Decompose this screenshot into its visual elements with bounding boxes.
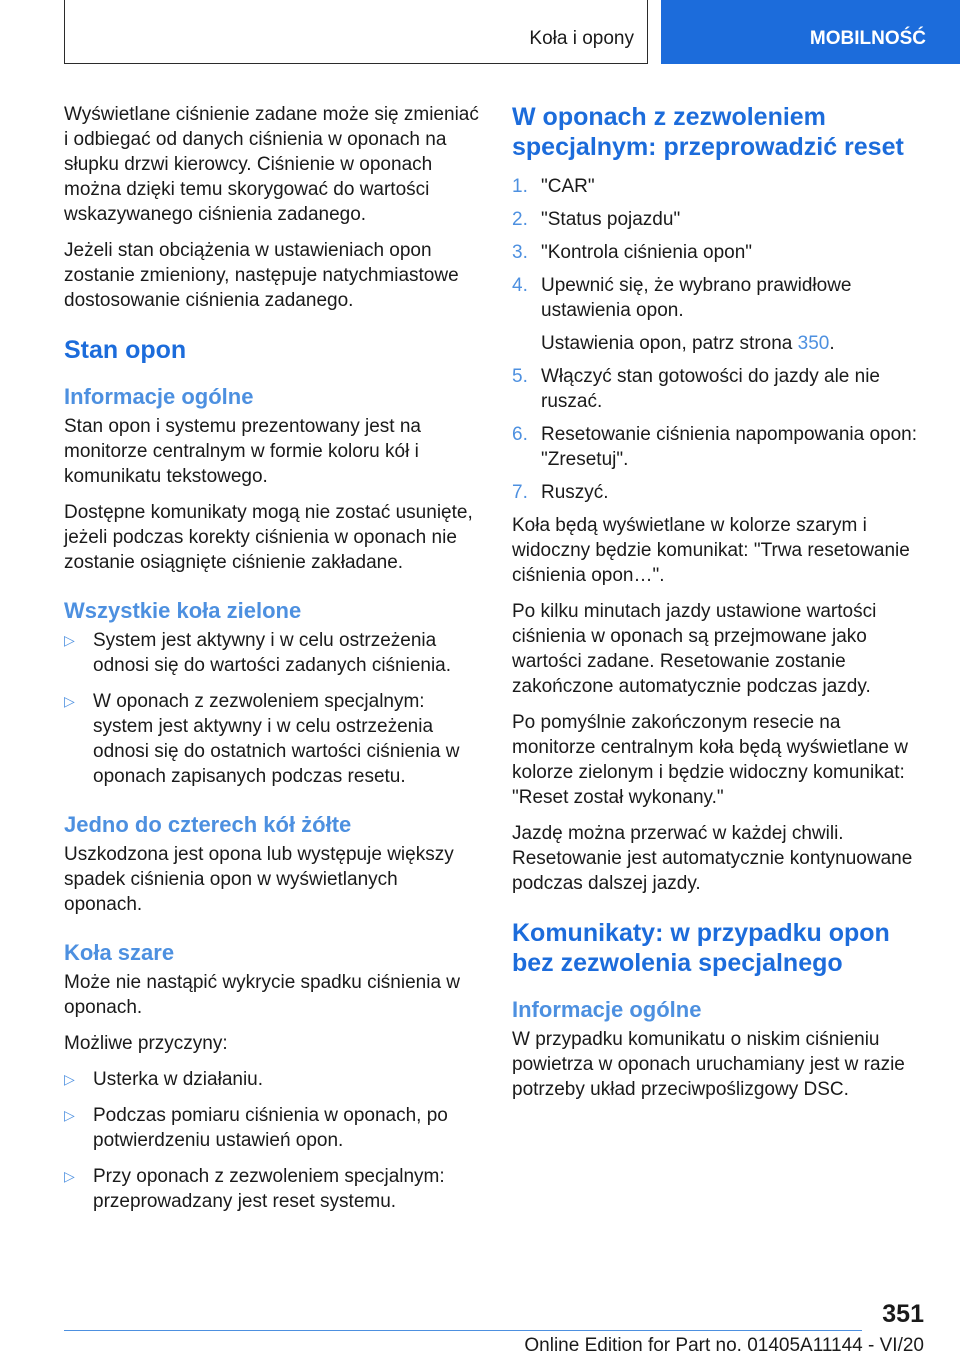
- page-number: 351: [882, 1300, 924, 1328]
- right-column: [512, 102, 924, 1113]
- step-text: Upewnić się, że wybrano prawidłowe ustawienia opon.: [541, 275, 852, 321]
- reset-paragraph: Koła będą wyświetlane w kolorze szarym i widoczny będzie komunikat: "Trwa resetowanie ciśnienia opon…".: [512, 515, 910, 586]
- step-item: [512, 422, 924, 472]
- step-text: Resetowanie ciśnienia napompowania opon: "Zresetuj".: [541, 424, 918, 470]
- section-title: Koła i opony: [529, 28, 634, 49]
- step-item: [512, 273, 924, 323]
- info-paragraph: Stan opon i systemu prezentowany jest na monitorze centralnym w formie koloru kół i komunikatu tekstowego.: [64, 416, 421, 487]
- heading-stan-opon: Stan opon: [64, 336, 187, 364]
- yellow-paragraph: Uszkodzona jest opona lub występuje większy spadek ciśnienia opon w wyświetlanych oponach.: [64, 844, 454, 915]
- triangle-bullet-icon: ▷: [64, 632, 75, 648]
- step-text: "CAR": [541, 176, 595, 197]
- step-item: [512, 480, 924, 505]
- list-item: [64, 1067, 480, 1092]
- step-number: 1.: [512, 176, 528, 197]
- intro-paragraph: Jeżeli stan obciążenia w ustawieniach opon zostanie zmieniony, następuje natychmiastowe dostosowanie ciśnienia zadanego.: [64, 240, 459, 311]
- step-note-text: Ustawienia opon, patrz strona: [541, 333, 793, 354]
- step-text: Włączyć stan gotowości do jazdy ale nie ruszać.: [541, 366, 880, 412]
- list-item: [64, 628, 480, 678]
- footer-divider: [64, 1330, 862, 1331]
- triangle-bullet-icon: ▷: [64, 1071, 75, 1087]
- heading-yellow-wheels: Jedno do czterech kół żółte: [64, 812, 352, 837]
- chapter-tab: MOBILNOŚĆ: [661, 0, 960, 64]
- reset-paragraph: Po kilku minutach jazdy ustawione wartości ciśnienia w oponach są przejmowane jako wartości zadane. Resetowanie zostanie zakończone automatycznie podczas jazdy.: [512, 601, 877, 697]
- step-note: [512, 331, 924, 356]
- list-item: [64, 689, 480, 789]
- step-text: "Kontrola ciśnienia opon": [541, 242, 753, 263]
- heading-informacje-ogolne: Informacje ogólne: [512, 997, 702, 1022]
- step-number: 6.: [512, 424, 528, 445]
- page-reference-link[interactable]: 350: [797, 333, 830, 354]
- list-item-text: Usterka w działaniu.: [93, 1069, 264, 1090]
- edition-text: Online Edition for Part no. 01405A11144 - VI/20: [524, 1335, 924, 1356]
- footer-edition: [64, 1334, 924, 1358]
- step-item: [512, 240, 924, 265]
- step-number: 5.: [512, 366, 528, 387]
- heading-reset: W oponach z zezwoleniem specjalnym: przeprowadzić reset: [512, 103, 904, 161]
- step-number: 2.: [512, 209, 528, 230]
- list-item-text: W oponach z zezwoleniem specjalnym: system jest aktywny i w celu ostrzeżenia odnosi się do ostatnich wartości ciśnienia w oponach zapisanych podczas resetu.: [93, 691, 460, 787]
- step-text: Ruszyć.: [541, 482, 609, 503]
- triangle-bullet-icon: ▷: [64, 1168, 75, 1184]
- grey-paragraph: Możliwe przyczyny:: [64, 1033, 228, 1054]
- heading-messages: Komunikaty: w przypadku opon bez zezwolenia specjalnego: [512, 919, 890, 977]
- step-item: [512, 174, 924, 199]
- step-item: [512, 364, 924, 414]
- step-text: "Status pojazdu": [541, 209, 681, 230]
- heading-grey-wheels: Koła szare: [64, 940, 175, 965]
- messages-paragraph: W przypadku komunikatu o niskim ciśnieniu powietrza w oponach uruchamiany jest w razie potrzeby układ przeciwpoślizgowy DSC.: [512, 1029, 905, 1100]
- list-item: [64, 1164, 480, 1214]
- grey-paragraph: Może nie nastąpić wykrycie spadku ciśnienia w oponach.: [64, 972, 461, 1018]
- reset-paragraph: Po pomyślnie zakończonym resecie na monitorze centralnym koła będą wyświetlane w kolorze zielonym i będzie widoczny komunikat: "Reset został wykonany.": [512, 712, 909, 808]
- heading-informacje-ogolne: Informacje ogólne: [64, 384, 254, 409]
- heading-green-wheels: Wszystkie koła zielone: [64, 598, 302, 623]
- step-number: 4.: [512, 275, 528, 296]
- step-number: 3.: [512, 242, 528, 263]
- list-item: [64, 1103, 480, 1153]
- list-item-text: Przy oponach z zezwoleniem specjalnym: przeprowadzany jest reset systemu.: [93, 1166, 445, 1212]
- triangle-bullet-icon: ▷: [64, 693, 75, 709]
- list-item-text: Podczas pomiaru ciśnienia w oponach, po potwierdzeniu ustawień opon.: [93, 1105, 448, 1151]
- step-note-suffix: .: [829, 333, 835, 354]
- intro-paragraph: Wyświetlane ciśnienie zadane może się zmieniać i odbiegać od danych ciśnienia w oponach na słupku drzwi kierowcy. Ciśnienie w oponach można dzięki temu skorygować do wartości wskazywanego ciśnienia zadanego.: [64, 104, 479, 225]
- left-column: [64, 102, 480, 1225]
- step-item: [512, 207, 924, 232]
- triangle-bullet-icon: ▷: [64, 1107, 75, 1123]
- info-paragraph: Dostępne komunikaty mogą nie zostać usunięte, jeżeli podczas korekty ciśnienia w oponach nie zostanie osiągnięte ciśnienie zakładane.: [64, 502, 473, 573]
- step-number: 7.: [512, 482, 528, 503]
- list-item-text: System jest aktywny i w celu ostrzeżenia odnosi się do wartości zadanych ciśnienia.: [93, 630, 452, 676]
- reset-paragraph: Jazdę można przerwać w każdej chwili. Resetowanie jest automatycznie kontynuowane podczas dalszej jazdy.: [512, 823, 913, 894]
